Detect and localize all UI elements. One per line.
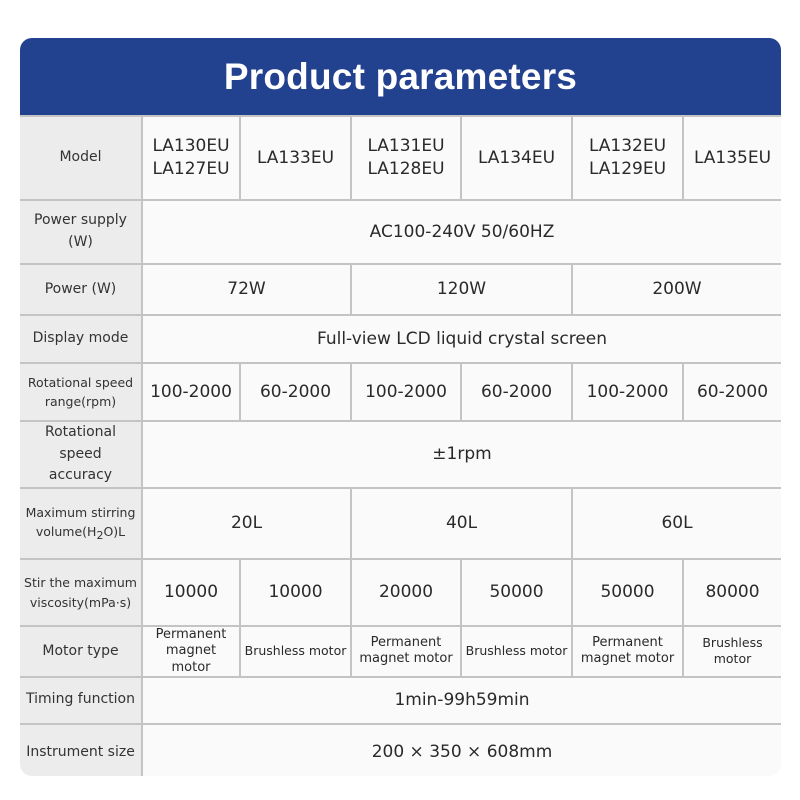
parameters-table bbox=[20, 115, 781, 776]
max-volume-cell: 60L bbox=[572, 488, 781, 559]
label-max-viscosity: Stir the maximum viscosity(mPa·s) bbox=[20, 559, 142, 626]
label-power-supply: Power supply (W) bbox=[20, 200, 142, 264]
power-cell: 200W bbox=[572, 264, 781, 315]
display-mode-value: Full-view LCD liquid crystal screen bbox=[142, 315, 781, 363]
speed-range-cell: 100-2000 bbox=[142, 363, 240, 421]
viscosity-cell: 50000 bbox=[461, 559, 572, 626]
viscosity-cell: 20000 bbox=[351, 559, 461, 626]
row-motor-type bbox=[20, 626, 781, 677]
row-model bbox=[20, 116, 781, 200]
max-volume-cell: 20L bbox=[142, 488, 351, 559]
power-supply-value: AC100-240V 50/60HZ bbox=[142, 200, 781, 264]
viscosity-cell: 50000 bbox=[572, 559, 683, 626]
timing-value: 1min-99h59min bbox=[142, 677, 781, 724]
power-cell: 120W bbox=[351, 264, 572, 315]
speed-range-cell: 60-2000 bbox=[461, 363, 572, 421]
page-title: Product parameters bbox=[20, 38, 781, 115]
label-timing: Timing function bbox=[20, 677, 142, 724]
motor-type-cell: Permanent magnet motor bbox=[351, 626, 461, 677]
model-cell: LA132EU LA129EU bbox=[572, 116, 683, 200]
motor-type-cell: Brushless motor bbox=[240, 626, 351, 677]
row-timing bbox=[20, 677, 781, 724]
max-volume-cell: 40L bbox=[351, 488, 572, 559]
model-cell: LA130EU LA127EU bbox=[142, 116, 240, 200]
motor-type-cell: Permanent magnet motor bbox=[572, 626, 683, 677]
row-max-volume bbox=[20, 488, 781, 559]
label-model: Model bbox=[20, 116, 142, 200]
label-speed-accuracy: Rotational speed accuracy bbox=[20, 421, 142, 488]
model-cell: LA135EU bbox=[683, 116, 781, 200]
speed-accuracy-value: ±1rpm bbox=[142, 421, 781, 488]
label-speed-range: Rotational speed range(rpm) bbox=[20, 363, 142, 421]
row-power-supply bbox=[20, 200, 781, 264]
speed-range-cell: 100-2000 bbox=[572, 363, 683, 421]
row-power bbox=[20, 264, 781, 315]
speed-range-cell: 60-2000 bbox=[683, 363, 781, 421]
motor-type-cell: Brushless motor bbox=[683, 626, 781, 677]
model-cell: LA134EU bbox=[461, 116, 572, 200]
speed-range-cell: 60-2000 bbox=[240, 363, 351, 421]
motor-type-cell: Brushless motor bbox=[461, 626, 572, 677]
viscosity-cell: 10000 bbox=[240, 559, 351, 626]
label-display-mode: Display mode bbox=[20, 315, 142, 363]
row-speed-range bbox=[20, 363, 781, 421]
row-display-mode bbox=[20, 315, 781, 363]
speed-range-cell: 100-2000 bbox=[351, 363, 461, 421]
motor-type-cell: Permanent magnet motor bbox=[142, 626, 240, 677]
row-speed-accuracy bbox=[20, 421, 781, 488]
model-cell: LA133EU bbox=[240, 116, 351, 200]
label-power: Power (W) bbox=[20, 264, 142, 315]
label-max-volume: Maximum stirring volume(H2O)L bbox=[20, 488, 142, 559]
model-cell: LA131EU LA128EU bbox=[351, 116, 461, 200]
label-motor-type: Motor type bbox=[20, 626, 142, 677]
row-max-viscosity bbox=[20, 559, 781, 626]
size-value: 200 × 350 × 608mm bbox=[142, 724, 781, 776]
row-size bbox=[20, 724, 781, 776]
product-parameters-card bbox=[20, 38, 781, 776]
viscosity-cell: 10000 bbox=[142, 559, 240, 626]
viscosity-cell: 80000 bbox=[683, 559, 781, 626]
label-size: Instrument size bbox=[20, 724, 142, 776]
power-cell: 72W bbox=[142, 264, 351, 315]
